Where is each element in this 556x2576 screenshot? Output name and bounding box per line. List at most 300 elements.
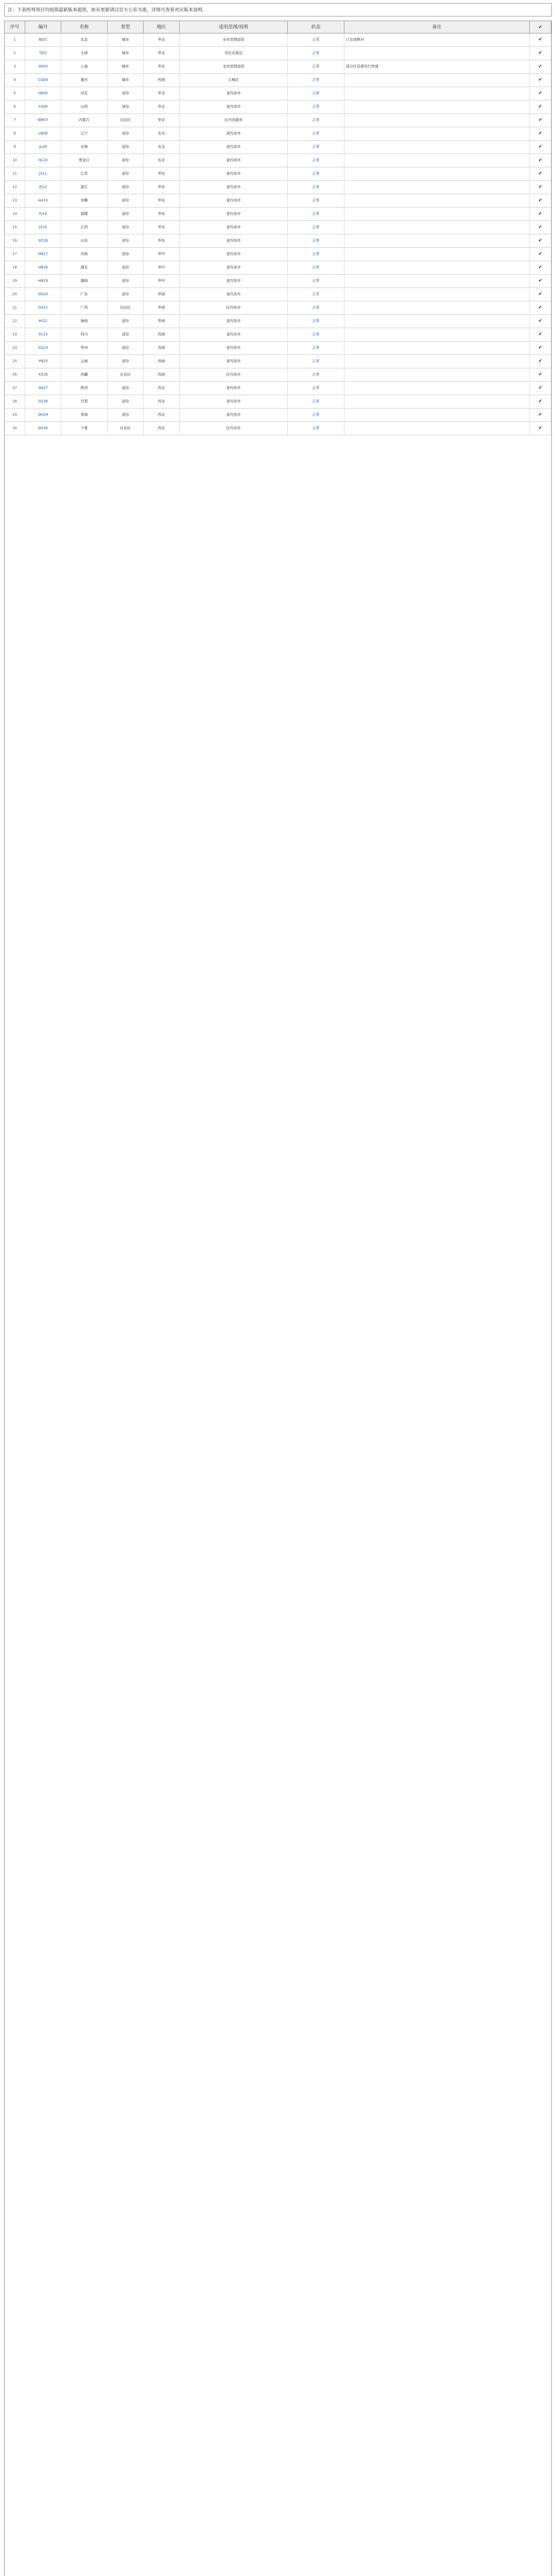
cell-id: HB18 xyxy=(25,261,61,274)
cell-status: 正常 xyxy=(288,208,344,221)
cell-name: 甘肃 xyxy=(61,395,108,408)
cell-note xyxy=(344,355,530,368)
cell-status: 正常 xyxy=(288,382,344,395)
cell-id: HB05 xyxy=(25,87,61,100)
cell-flag: ✔ xyxy=(530,60,551,73)
cell-no: 14 xyxy=(5,208,25,221)
cell-no: 24 xyxy=(5,342,25,354)
cell-type: 省份 xyxy=(108,342,144,354)
cell-flag: ✔ xyxy=(530,328,551,341)
cell-status: 正常 xyxy=(288,127,344,140)
cell-status: 正常 xyxy=(288,234,344,247)
cell-no: 3 xyxy=(5,60,25,73)
cell-id: NX30 xyxy=(25,422,61,435)
cell-note xyxy=(344,208,530,221)
cell-id: XZ26 xyxy=(25,368,61,381)
table-row[interactable] xyxy=(5,208,551,221)
table-row[interactable] xyxy=(5,355,551,368)
cell-type: 省份 xyxy=(108,181,144,194)
cell-note xyxy=(344,87,530,100)
cell-scope: 省内各市 xyxy=(180,328,288,341)
cell-no: 19 xyxy=(5,275,25,287)
cell-region: 西南 xyxy=(144,328,180,341)
cell-status: 正常 xyxy=(288,33,344,46)
cell-name: 吉林 xyxy=(61,141,108,154)
table-row[interactable] xyxy=(5,74,551,87)
cell-flag: ✔ xyxy=(530,100,551,113)
cell-status: 正常 xyxy=(288,328,344,341)
cell-type: 省份 xyxy=(108,221,144,234)
cell-type: 省份 xyxy=(108,275,144,287)
cell-status: 正常 xyxy=(288,181,344,194)
cell-note: 部分区县需另行申请 xyxy=(344,60,530,73)
cell-id: QH29 xyxy=(25,409,61,421)
cell-flag: ✔ xyxy=(530,368,551,381)
cell-name: 内蒙古 xyxy=(61,114,108,127)
cell-no: 4 xyxy=(5,74,25,87)
cell-flag: ✔ xyxy=(530,422,551,435)
cell-flag: ✔ xyxy=(530,194,551,207)
cell-flag: ✔ xyxy=(530,409,551,421)
table-row[interactable] xyxy=(5,248,551,261)
cell-region: 华东 xyxy=(144,208,180,221)
cell-note xyxy=(344,194,530,207)
cell-no: 13 xyxy=(5,194,25,207)
cell-status: 正常 xyxy=(288,221,344,234)
cell-flag: ✔ xyxy=(530,234,551,247)
table-row[interactable] xyxy=(5,194,551,208)
cell-flag: ✔ xyxy=(530,181,551,194)
cell-no: 17 xyxy=(5,248,25,261)
cell-no: 5 xyxy=(5,87,25,100)
cell-region: 西南 xyxy=(144,355,180,368)
cell-name: 四川 xyxy=(61,328,108,341)
cell-status: 正常 xyxy=(288,167,344,180)
cell-type: 自治区 xyxy=(108,301,144,314)
cell-region: 华东 xyxy=(144,194,180,207)
cell-name: 广西 xyxy=(61,301,108,314)
cell-id: SN27 xyxy=(25,382,61,395)
cell-no: 30 xyxy=(5,422,25,435)
cell-scope: 主城区 xyxy=(180,74,288,87)
cell-flag: ✔ xyxy=(530,47,551,60)
table-row[interactable] xyxy=(5,33,551,47)
cell-name: 湖北 xyxy=(61,261,108,274)
table-row[interactable] xyxy=(5,114,551,127)
data-table xyxy=(4,21,552,2576)
cell-type: 省份 xyxy=(108,261,144,274)
cell-note xyxy=(344,368,530,381)
cell-flag: ✔ xyxy=(530,382,551,395)
cell-id: GS28 xyxy=(25,395,61,408)
cell-type: 省份 xyxy=(108,234,144,247)
cell-flag: ✔ xyxy=(530,87,551,100)
cell-scope: 全市范围适用 xyxy=(180,60,288,73)
cell-flag: ✔ xyxy=(530,248,551,261)
cell-no: 15 xyxy=(5,221,25,234)
cell-name: 海南 xyxy=(61,315,108,328)
cell-type: 省份 xyxy=(108,315,144,328)
cell-region: 华南 xyxy=(144,301,180,314)
cell-status: 正常 xyxy=(288,194,344,207)
cell-type: 省份 xyxy=(108,100,144,113)
cell-flag: ✔ xyxy=(530,315,551,328)
cell-status: 正常 xyxy=(288,288,344,301)
column-header: 序号 xyxy=(5,21,25,33)
cell-status: 正常 xyxy=(288,114,344,127)
cell-region: 华中 xyxy=(144,275,180,287)
column-header: ✔ xyxy=(530,21,551,33)
cell-flag: ✔ xyxy=(530,342,551,354)
cell-id: GZ24 xyxy=(25,342,61,354)
cell-type: 省份 xyxy=(108,409,144,421)
cell-name: 江西 xyxy=(61,221,108,234)
cell-flag: ✔ xyxy=(530,154,551,167)
cell-no: 25 xyxy=(5,355,25,368)
cell-scope: 省内各市 xyxy=(180,194,288,207)
cell-no: 16 xyxy=(5,234,25,247)
table-row[interactable] xyxy=(5,127,551,141)
cell-scope: 省内各市 xyxy=(180,167,288,180)
cell-name: 福建 xyxy=(61,208,108,221)
cell-status: 正常 xyxy=(288,154,344,167)
cell-region: 东北 xyxy=(144,127,180,140)
cell-flag: ✔ xyxy=(530,395,551,408)
cell-scope: 省内各市 xyxy=(180,127,288,140)
cell-status: 正常 xyxy=(288,355,344,368)
cell-id: NM07 xyxy=(25,114,61,127)
cell-region: 东北 xyxy=(144,141,180,154)
cell-status: 正常 xyxy=(288,248,344,261)
cell-id: ZJ12 xyxy=(25,181,61,194)
table-row[interactable] xyxy=(5,87,551,100)
cell-type: 省份 xyxy=(108,167,144,180)
cell-scope: 省内各市 xyxy=(180,261,288,274)
cell-type: 省份 xyxy=(108,355,144,368)
cell-status: 正常 xyxy=(288,368,344,381)
cell-id: JS11 xyxy=(25,167,61,180)
cell-id: HN19 xyxy=(25,275,61,287)
cell-note xyxy=(344,74,530,87)
cell-scope: 省内各市 xyxy=(180,181,288,194)
cell-no: 7 xyxy=(5,114,25,127)
table-row[interactable] xyxy=(5,301,551,315)
cell-name: 浙江 xyxy=(61,181,108,194)
cell-region: 西南 xyxy=(144,342,180,354)
cell-note xyxy=(344,47,530,60)
cell-type: 省份 xyxy=(108,288,144,301)
table-row[interactable] xyxy=(5,288,551,301)
cell-id: JL09 xyxy=(25,141,61,154)
column-header: 适用范围/说明 xyxy=(180,21,288,33)
cell-region: 华中 xyxy=(144,248,180,261)
cell-no: 1 xyxy=(5,33,25,46)
cell-status: 正常 xyxy=(288,315,344,328)
cell-note xyxy=(344,395,530,408)
cell-status: 正常 xyxy=(288,47,344,60)
cell-note xyxy=(344,100,530,113)
cell-region: 华东 xyxy=(144,60,180,73)
cell-status: 正常 xyxy=(288,261,344,274)
cell-note xyxy=(344,141,530,154)
cell-note xyxy=(344,409,530,421)
cell-id: AH13 xyxy=(25,194,61,207)
cell-id: HI22 xyxy=(25,315,61,328)
cell-id: FJ14 xyxy=(25,208,61,221)
cell-type: 省份 xyxy=(108,154,144,167)
cell-status: 正常 xyxy=(288,141,344,154)
cell-note xyxy=(344,261,530,274)
cell-region: 华南 xyxy=(144,288,180,301)
cell-scope: 省内各市 xyxy=(180,221,288,234)
cell-scope: 市区及周边 xyxy=(180,47,288,60)
cell-region: 华北 xyxy=(144,87,180,100)
cell-type: 省份 xyxy=(108,382,144,395)
cell-type: 省份 xyxy=(108,141,144,154)
cell-id: SX06 xyxy=(25,100,61,113)
table-row[interactable] xyxy=(5,154,551,167)
cell-note: 已完成核对 xyxy=(344,33,530,46)
cell-id: BJ01 xyxy=(25,33,61,46)
cell-note xyxy=(344,328,530,341)
cell-id: HN17 xyxy=(25,248,61,261)
cell-flag: ✔ xyxy=(530,208,551,221)
cell-name: 天津 xyxy=(61,47,108,60)
cell-type: 省份 xyxy=(108,328,144,341)
cell-scope: 省内各市 xyxy=(180,409,288,421)
cell-region: 华东 xyxy=(144,221,180,234)
cell-type: 省份 xyxy=(108,87,144,100)
table-row[interactable] xyxy=(5,234,551,248)
cell-region: 华东 xyxy=(144,167,180,180)
cell-note xyxy=(344,248,530,261)
cell-flag: ✔ xyxy=(530,288,551,301)
cell-flag: ✔ xyxy=(530,301,551,314)
cell-region: 华北 xyxy=(144,33,180,46)
column-header: 编号 xyxy=(25,21,61,33)
cell-note xyxy=(344,154,530,167)
cell-no: 21 xyxy=(5,301,25,314)
cell-name: 湖南 xyxy=(61,275,108,287)
cell-status: 正常 xyxy=(288,409,344,421)
cell-type: 自治区 xyxy=(108,114,144,127)
table-row[interactable] xyxy=(5,221,551,234)
cell-name: 江苏 xyxy=(61,167,108,180)
cell-region: 华东 xyxy=(144,181,180,194)
cell-flag: ✔ xyxy=(530,33,551,46)
column-header: 名称 xyxy=(61,21,108,33)
cell-no: 10 xyxy=(5,154,25,167)
cell-scope: 区内各市 xyxy=(180,368,288,381)
column-header: 状态 xyxy=(288,21,344,33)
table-row[interactable] xyxy=(5,368,551,382)
cell-id: CQ04 xyxy=(25,74,61,87)
cell-id: LN08 xyxy=(25,127,61,140)
cell-type: 城市 xyxy=(108,33,144,46)
cell-name: 上海 xyxy=(61,60,108,73)
cell-name: 山西 xyxy=(61,100,108,113)
cell-no: 23 xyxy=(5,328,25,341)
cell-status: 正常 xyxy=(288,87,344,100)
table-row[interactable] xyxy=(5,141,551,154)
cell-no: 28 xyxy=(5,395,25,408)
cell-scope: 省内各市 xyxy=(180,87,288,100)
table-row[interactable] xyxy=(5,409,551,422)
cell-scope: 省内各市 xyxy=(180,355,288,368)
cell-note xyxy=(344,275,530,287)
cell-type: 省份 xyxy=(108,127,144,140)
cell-type: 自治区 xyxy=(108,368,144,381)
cell-name: 广东 xyxy=(61,288,108,301)
cell-note xyxy=(344,315,530,328)
cell-name: 宁夏 xyxy=(61,422,108,435)
cell-scope: 区内各盟市 xyxy=(180,114,288,127)
cell-name: 安徽 xyxy=(61,194,108,207)
column-header: 备注 xyxy=(344,21,530,33)
cell-type: 省份 xyxy=(108,248,144,261)
cell-id: YN25 xyxy=(25,355,61,368)
cell-type: 自治区 xyxy=(108,422,144,435)
cell-note xyxy=(344,422,530,435)
cell-status: 正常 xyxy=(288,301,344,314)
table-row[interactable] xyxy=(5,342,551,355)
cell-id: SD16 xyxy=(25,234,61,247)
cell-status: 正常 xyxy=(288,275,344,287)
cell-scope: 省内各市 xyxy=(180,288,288,301)
cell-region: 华北 xyxy=(144,100,180,113)
cell-no: 9 xyxy=(5,141,25,154)
cell-id: GX21 xyxy=(25,301,61,314)
cell-flag: ✔ xyxy=(530,74,551,87)
cell-name: 云南 xyxy=(61,355,108,368)
cell-scope: 省内各市 xyxy=(180,100,288,113)
cell-scope: 全市范围适用 xyxy=(180,33,288,46)
cell-name: 青海 xyxy=(61,409,108,421)
cell-id: SC23 xyxy=(25,328,61,341)
cell-scope: 区内各市 xyxy=(180,422,288,435)
cell-scope: 省内各市 xyxy=(180,208,288,221)
top-note: 注：下表所列项目均按照最新版本提供，如有更新请以官方公布为准，详情可查看对应版本说明。 xyxy=(4,3,552,16)
cell-name: 河南 xyxy=(61,248,108,261)
cell-region: 华东 xyxy=(144,234,180,247)
cell-region: 华北 xyxy=(144,114,180,127)
cell-region: 华北 xyxy=(144,47,180,60)
table-row[interactable] xyxy=(5,315,551,328)
table-row[interactable] xyxy=(5,275,551,288)
cell-note xyxy=(344,221,530,234)
cell-note xyxy=(344,127,530,140)
cell-scope: 区内各市 xyxy=(180,301,288,314)
cell-type: 省份 xyxy=(108,194,144,207)
cell-region: 西北 xyxy=(144,395,180,408)
cell-name: 陕西 xyxy=(61,382,108,395)
cell-flag: ✔ xyxy=(530,355,551,368)
cell-id: TJ02 xyxy=(25,47,61,60)
table-row[interactable] xyxy=(5,167,551,181)
cell-status: 正常 xyxy=(288,395,344,408)
cell-region: 西南 xyxy=(144,368,180,381)
cell-region: 西北 xyxy=(144,382,180,395)
column-header: 地区 xyxy=(144,21,180,33)
cell-status: 正常 xyxy=(288,422,344,435)
cell-no: 29 xyxy=(5,409,25,421)
cell-no: 11 xyxy=(5,167,25,180)
cell-scope: 省内各市 xyxy=(180,315,288,328)
cell-note xyxy=(344,342,530,354)
cell-region: 西北 xyxy=(144,409,180,421)
cell-flag: ✔ xyxy=(530,114,551,127)
cell-note xyxy=(344,234,530,247)
cell-no: 22 xyxy=(5,315,25,328)
cell-flag: ✔ xyxy=(530,221,551,234)
cell-type: 城市 xyxy=(108,74,144,87)
table-row[interactable] xyxy=(5,382,551,395)
cell-scope: 省内各市 xyxy=(180,154,288,167)
cell-id: SH03 xyxy=(25,60,61,73)
cell-scope: 省内各市 xyxy=(180,382,288,395)
cell-type: 省份 xyxy=(108,208,144,221)
cell-note xyxy=(344,301,530,314)
cell-note xyxy=(344,382,530,395)
cell-note xyxy=(344,114,530,127)
cell-name: 重庆 xyxy=(61,74,108,87)
cell-region: 东北 xyxy=(144,154,180,167)
table-row[interactable] xyxy=(5,261,551,275)
cell-no: 2 xyxy=(5,47,25,60)
cell-no: 27 xyxy=(5,382,25,395)
cell-type: 城市 xyxy=(108,47,144,60)
cell-name: 山东 xyxy=(61,234,108,247)
table-row[interactable] xyxy=(5,395,551,409)
cell-name: 西藏 xyxy=(61,368,108,381)
cell-note xyxy=(344,288,530,301)
table-row[interactable] xyxy=(5,47,551,60)
cell-status: 正常 xyxy=(288,60,344,73)
cell-flag: ✔ xyxy=(530,141,551,154)
table-row[interactable] xyxy=(5,100,551,114)
table-row[interactable] xyxy=(5,60,551,74)
cell-type: 城市 xyxy=(108,60,144,73)
cell-region: 西北 xyxy=(144,422,180,435)
cell-note xyxy=(344,167,530,180)
cell-no: 26 xyxy=(5,368,25,381)
cell-region: 华南 xyxy=(144,315,180,328)
cell-status: 正常 xyxy=(288,74,344,87)
cell-name: 河北 xyxy=(61,87,108,100)
cell-name: 黑龙江 xyxy=(61,154,108,167)
cell-status: 正常 xyxy=(288,100,344,113)
cell-flag: ✔ xyxy=(530,261,551,274)
table-row[interactable] xyxy=(5,422,551,435)
cell-scope: 省内各市 xyxy=(180,342,288,354)
cell-status: 正常 xyxy=(288,342,344,354)
cell-flag: ✔ xyxy=(530,127,551,140)
cell-name: 北京 xyxy=(61,33,108,46)
cell-flag: ✔ xyxy=(530,167,551,180)
table-row[interactable] xyxy=(5,181,551,194)
cell-name: 贵州 xyxy=(61,342,108,354)
cell-note xyxy=(344,181,530,194)
cell-flag: ✔ xyxy=(530,275,551,287)
cell-scope: 省内各市 xyxy=(180,395,288,408)
cell-region: 西南 xyxy=(144,74,180,87)
cell-id: GD20 xyxy=(25,288,61,301)
table-row[interactable] xyxy=(5,328,551,342)
cell-id: JX15 xyxy=(25,221,61,234)
cell-scope: 省内各市 xyxy=(180,141,288,154)
cell-no: 20 xyxy=(5,288,25,301)
cell-scope: 省内各市 xyxy=(180,234,288,247)
